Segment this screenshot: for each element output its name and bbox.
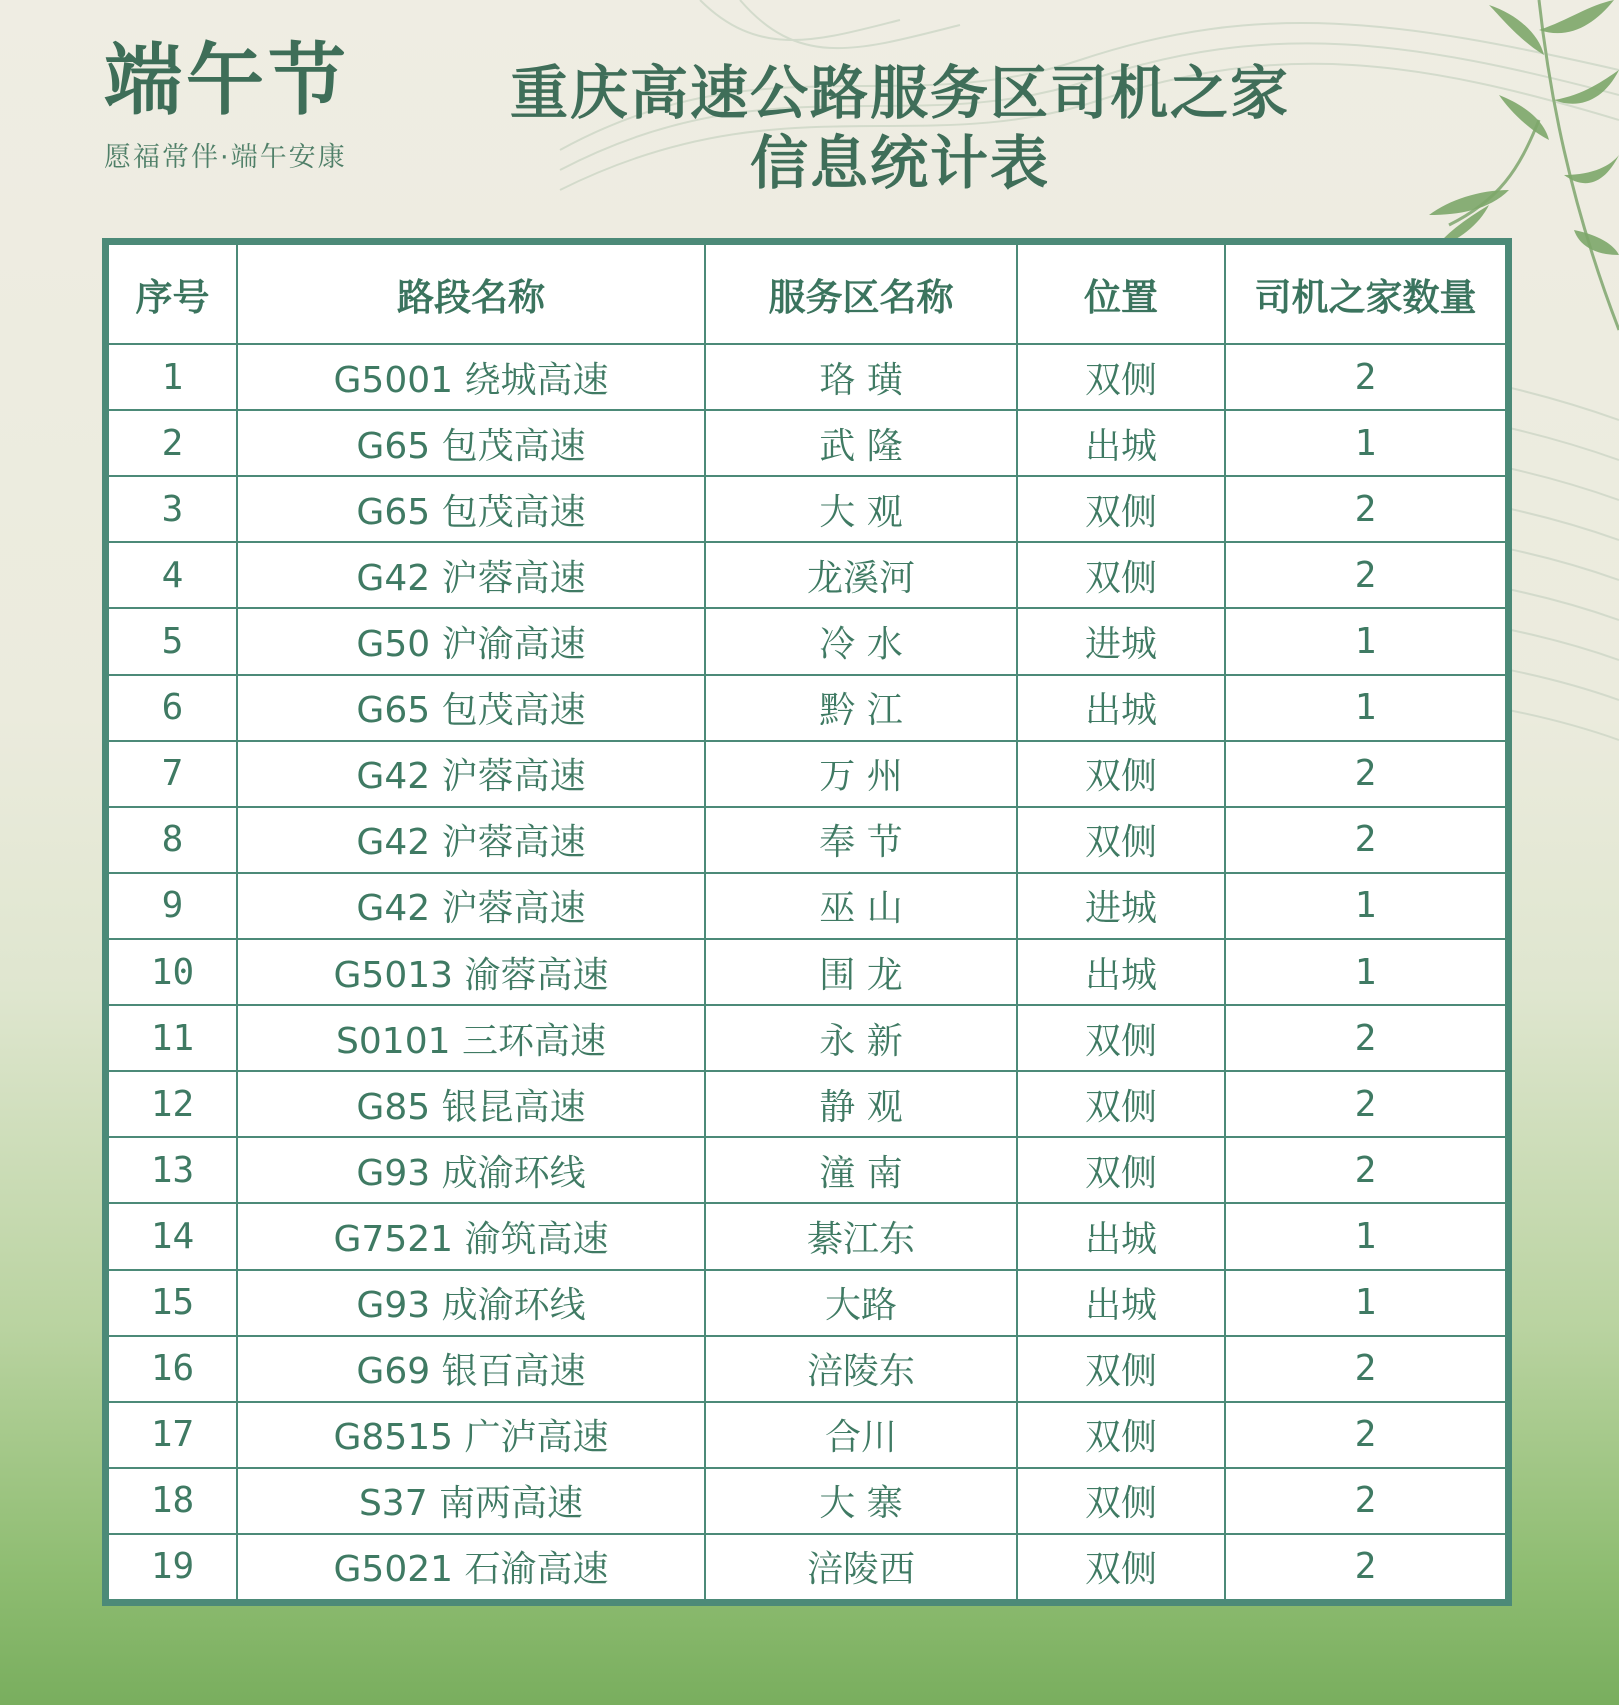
cell-driver-home-count: 2: [1225, 344, 1505, 410]
table-row: [109, 1203, 1505, 1269]
cell-service-area: 围 龙: [705, 939, 1017, 1005]
cell-index: 7: [109, 741, 237, 807]
cell-road-name: G93 成渝环线: [237, 1270, 705, 1336]
cell-service-area: 綦江东: [705, 1203, 1017, 1269]
table-body: [109, 344, 1505, 1599]
cell-driver-home-count: 2: [1225, 1336, 1505, 1402]
table-row: [109, 1534, 1505, 1599]
cell-driver-home-count: 1: [1225, 410, 1505, 476]
cell-driver-home-count: 2: [1225, 741, 1505, 807]
cell-position: 出城: [1017, 939, 1225, 1005]
cell-index: 19: [109, 1534, 237, 1599]
table-row: [109, 344, 1505, 410]
table-row: [109, 476, 1505, 542]
cell-position: 双侧: [1017, 1005, 1225, 1071]
cell-road-name: G5001 绕城高速: [237, 344, 705, 410]
cell-index: 11: [109, 1005, 237, 1071]
cell-driver-home-count: 1: [1225, 675, 1505, 741]
cell-road-name: G5013 渝蓉高速: [237, 939, 705, 1005]
cell-index: 12: [109, 1071, 237, 1137]
cell-driver-home-count: 1: [1225, 608, 1505, 674]
table-row: [109, 1071, 1505, 1137]
cell-index: 10: [109, 939, 237, 1005]
cell-position: 进城: [1017, 608, 1225, 674]
cell-index: 15: [109, 1270, 237, 1336]
cell-service-area: 冷 水: [705, 608, 1017, 674]
brand-title: 端午节: [104, 35, 351, 126]
cell-driver-home-count: 2: [1225, 542, 1505, 608]
statistics-table: [109, 245, 1505, 1599]
cell-driver-home-count: 1: [1225, 873, 1505, 939]
header-road-name: 路段名称: [237, 245, 705, 344]
cell-road-name: G65 包茂高速: [237, 675, 705, 741]
cell-service-area: 武 隆: [705, 410, 1017, 476]
table-row: [109, 410, 1505, 476]
cell-driver-home-count: 1: [1225, 1203, 1505, 1269]
cell-position: 出城: [1017, 1203, 1225, 1269]
cell-road-name: G69 银百高速: [237, 1336, 705, 1402]
page-title-line2: 信息统计表: [749, 129, 1050, 197]
cell-service-area: 涪陵东: [705, 1336, 1017, 1402]
cell-road-name: G5021 石渝高速: [237, 1534, 705, 1599]
cell-position: 双侧: [1017, 1468, 1225, 1534]
cell-service-area: 龙溪河: [705, 542, 1017, 608]
table-row: [109, 939, 1505, 1005]
table-row: [109, 542, 1505, 608]
cell-index: 9: [109, 873, 237, 939]
cell-service-area: 潼 南: [705, 1137, 1017, 1203]
cell-index: 17: [109, 1402, 237, 1468]
cell-road-name: G65 包茂高速: [237, 476, 705, 542]
cell-driver-home-count: 2: [1225, 1005, 1505, 1071]
cell-road-name: G42 沪蓉高速: [237, 873, 705, 939]
cell-service-area: 大路: [705, 1270, 1017, 1336]
cell-service-area: 黔 江: [705, 675, 1017, 741]
cell-road-name: S0101 三环高速: [237, 1005, 705, 1071]
page-title-line1: 重庆高速公路服务区司机之家: [509, 59, 1290, 127]
cell-service-area: 珞 璜: [705, 344, 1017, 410]
table-row: [109, 608, 1505, 674]
cell-index: 3: [109, 476, 237, 542]
cell-service-area: 静 观: [705, 1071, 1017, 1137]
cell-driver-home-count: 2: [1225, 1402, 1505, 1468]
cell-road-name: G85 银昆高速: [237, 1071, 705, 1137]
cell-position: 双侧: [1017, 542, 1225, 608]
cell-index: 5: [109, 608, 237, 674]
cell-position: 双侧: [1017, 1137, 1225, 1203]
cell-position: 双侧: [1017, 1402, 1225, 1468]
cell-road-name: G42 沪蓉高速: [237, 807, 705, 873]
cell-position: 双侧: [1017, 1336, 1225, 1402]
table-row: [109, 741, 1505, 807]
cell-position: 双侧: [1017, 1534, 1225, 1599]
cell-position: 双侧: [1017, 807, 1225, 873]
table-row: [109, 675, 1505, 741]
table-header-row: [109, 245, 1505, 344]
cell-driver-home-count: 2: [1225, 807, 1505, 873]
cell-service-area: 大 观: [705, 476, 1017, 542]
brand-subtitle: 愿福常伴·端午安康: [104, 142, 347, 173]
cell-service-area: 大 寨: [705, 1468, 1017, 1534]
cell-index: 4: [109, 542, 237, 608]
cell-index: 13: [109, 1137, 237, 1203]
cell-road-name: G93 成渝环线: [237, 1137, 705, 1203]
table-row: [109, 807, 1505, 873]
header-index: 序号: [109, 245, 237, 344]
cell-service-area: 巫 山: [705, 873, 1017, 939]
cell-position: 双侧: [1017, 1071, 1225, 1137]
cell-position: 出城: [1017, 410, 1225, 476]
table-row: [109, 1005, 1505, 1071]
cell-driver-home-count: 1: [1225, 939, 1505, 1005]
cell-service-area: 涪陵西: [705, 1534, 1017, 1599]
statistics-table-container: [102, 238, 1512, 1606]
cell-driver-home-count: 2: [1225, 1468, 1505, 1534]
cell-road-name: G7521 渝筑高速: [237, 1203, 705, 1269]
table-row: [109, 1402, 1505, 1468]
cell-index: 16: [109, 1336, 237, 1402]
cell-position: 出城: [1017, 675, 1225, 741]
cell-road-name: G42 沪蓉高速: [237, 741, 705, 807]
table-row: [109, 1137, 1505, 1203]
cell-driver-home-count: 2: [1225, 1071, 1505, 1137]
cell-position: 双侧: [1017, 476, 1225, 542]
table-row: [109, 873, 1505, 939]
cell-service-area: 永 新: [705, 1005, 1017, 1071]
header-service-area: 服务区名称: [705, 245, 1017, 344]
cell-road-name: G50 沪渝高速: [237, 608, 705, 674]
cell-service-area: 合川: [705, 1402, 1017, 1468]
cell-road-name: S37 南两高速: [237, 1468, 705, 1534]
cell-position: 双侧: [1017, 344, 1225, 410]
cell-index: 1: [109, 344, 237, 410]
table-row: [109, 1336, 1505, 1402]
cell-position: 出城: [1017, 1270, 1225, 1336]
cell-index: 8: [109, 807, 237, 873]
cell-index: 14: [109, 1203, 237, 1269]
cell-position: 双侧: [1017, 741, 1225, 807]
page-title: [440, 58, 1360, 198]
cell-road-name: G42 沪蓉高速: [237, 542, 705, 608]
cell-index: 18: [109, 1468, 237, 1534]
cell-driver-home-count: 2: [1225, 1534, 1505, 1599]
table-row: [109, 1270, 1505, 1336]
cell-driver-home-count: 2: [1225, 476, 1505, 542]
header-position: 位置: [1017, 245, 1225, 344]
cell-index: 2: [109, 410, 237, 476]
cell-service-area: 万 州: [705, 741, 1017, 807]
cell-driver-home-count: 1: [1225, 1270, 1505, 1336]
cell-road-name: G8515 广泸高速: [237, 1402, 705, 1468]
cell-driver-home-count: 2: [1225, 1137, 1505, 1203]
cell-service-area: 奉 节: [705, 807, 1017, 873]
table-row: [109, 1468, 1505, 1534]
header-driver-home-count: 司机之家数量: [1225, 245, 1505, 344]
cell-road-name: G65 包茂高速: [237, 410, 705, 476]
cell-index: 6: [109, 675, 237, 741]
cell-position: 进城: [1017, 873, 1225, 939]
